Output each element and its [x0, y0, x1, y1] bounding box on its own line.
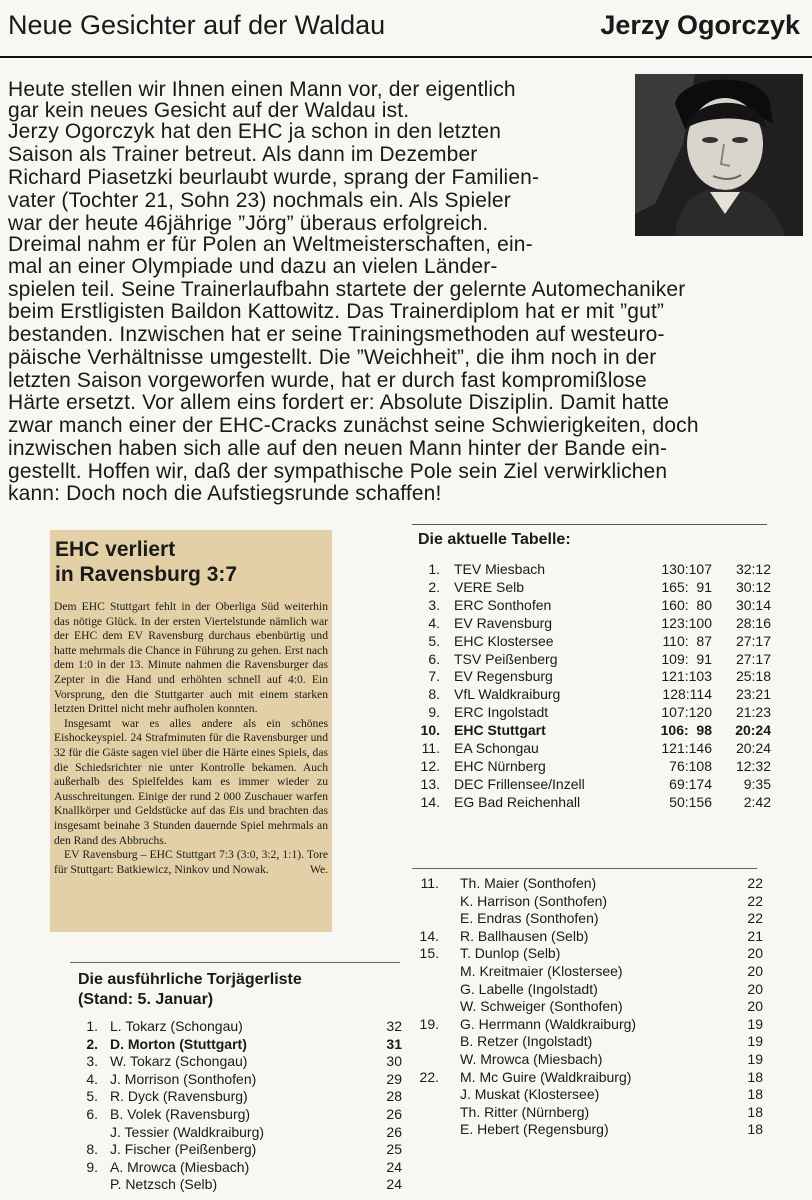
standings-rank: 9.: [428, 704, 440, 721]
standings-row: [418, 561, 778, 578]
scorer-name: G. Labelle (Ingolstadt): [460, 980, 598, 997]
scorer-rank: 4.: [86, 1070, 98, 1087]
standings-rank: 7.: [428, 668, 440, 685]
standings-row: [418, 579, 778, 596]
standings-points: 30:12: [735, 578, 771, 595]
scorer-goals: 19: [747, 1033, 763, 1050]
standings-points: 20:24: [735, 740, 771, 756]
scorer-name: J. Fischer (Peißenberg): [110, 1141, 257, 1158]
scorer-row: [74, 1176, 404, 1193]
scorer-goals: 19: [747, 1015, 763, 1032]
article-line: beim Erstligisten Baildon Kattowitz. Das Trainerdiplom hat er mit ”gut”: [8, 300, 665, 323]
standings-team: EHC Klostersee: [454, 632, 554, 649]
article-line: gar kein neues Gesicht auf der Waldau ist.: [8, 99, 410, 122]
standings-points: 25:18: [735, 668, 771, 685]
scorer-goals: 31: [386, 1035, 402, 1052]
scorer-goals: 18: [747, 1086, 763, 1103]
scorer-name: L. Tokarz (Schongau): [110, 1018, 243, 1034]
scorer-row: [415, 928, 765, 945]
scorer-row: [74, 1141, 404, 1158]
scorer-goals: 26: [386, 1106, 402, 1122]
clipping-paragraph: EV Ravensburg – EHC Stuttgart 7:3 (3:0, 3:2, 1:1). Tore für Stuttgart: Batkiewicz, Ninkov und Nowak.: [54, 848, 328, 876]
standings-points: 9:35: [743, 775, 771, 792]
article-line: zwar manch einer der EHC-Cracks zunächst seine Schwierigkeiten, doch: [8, 414, 699, 437]
scorer-rank: 22.: [419, 1068, 439, 1085]
scorer-goals: 32: [386, 1018, 402, 1034]
standings-points: 21:23: [735, 704, 771, 721]
standings-team: TEV Miesbach: [454, 561, 546, 577]
standings-team: EHC Stuttgart: [454, 722, 546, 739]
scorer-row: [74, 1018, 404, 1035]
scorer-name: J. Muskat (Klostersee): [460, 1086, 600, 1103]
scorer-row: [415, 1104, 765, 1121]
standings-rank: 12.: [420, 757, 440, 774]
scorer-row: [415, 875, 765, 892]
page-headline: Neue Gesichter auf der Waldau: [8, 10, 386, 40]
clipping-headline-line-2: in Ravensburg 3:7: [55, 563, 238, 586]
standings-rank: 11.: [421, 740, 440, 756]
scorer-row: [74, 1053, 404, 1070]
standings-row: [418, 651, 778, 668]
standings-goals: 128:114: [662, 686, 712, 703]
scorer-row: [415, 1121, 765, 1138]
standings-row: [418, 686, 778, 703]
scorer-goals: 20: [747, 980, 763, 997]
standings-row: [418, 776, 778, 793]
scorer-goals: 18: [747, 1068, 763, 1085]
scorer-name: D. Morton (Stuttgart): [110, 1035, 247, 1052]
standings-team: EG Bad Reichenhall: [454, 793, 581, 810]
standings-team: EHC Nürnberg: [454, 757, 546, 774]
article-line: Heute stellen wir Ihnen einen Mann vor, der eigentlich: [8, 78, 516, 101]
scorer-rank: 11.: [420, 875, 439, 891]
scorer-row: [74, 1036, 404, 1053]
clipping-headline-line-1: EHC verliert: [55, 538, 176, 561]
scorer-name: M. Kreitmaier (Klostersee): [460, 963, 623, 979]
standings-points: 30:14: [735, 596, 771, 613]
scorer-goals: 20: [747, 998, 763, 1015]
scorer-rank: 15.: [419, 945, 439, 962]
standings-goals: 160: 80: [661, 596, 712, 613]
scorer-row: [74, 1159, 404, 1176]
standings-team: EV Regensburg: [454, 668, 553, 685]
standings-rank: 3.: [428, 596, 440, 613]
article-line: gestellt. Hoffen wir, daß der sympathische Pole sein Ziel verwirklichen: [8, 460, 668, 483]
scorer-row: [74, 1088, 404, 1105]
standings-goals: 76:108: [669, 757, 712, 774]
standings-row: [418, 668, 778, 685]
scorer-goals: 24: [386, 1176, 402, 1193]
standings-goals: 110: 87: [662, 632, 712, 649]
standings-rank: 10.: [420, 722, 440, 739]
standings-goals: 69:174: [669, 775, 712, 792]
clipping-headline: [55, 537, 325, 587]
standings-goals: 123:100: [661, 614, 712, 631]
header-rule: [0, 56, 812, 58]
scorer-name: B. Retzer (Ingolstadt): [460, 1033, 593, 1050]
scorer-goals: 22: [747, 892, 763, 909]
article-line: Härte ersetzt. Vor allem eins fordert er: Absolute Disziplin. Damit hatte: [8, 391, 670, 414]
standings-team: VERE Selb: [454, 578, 525, 595]
scorer-rank: 9.: [86, 1158, 98, 1175]
scorer-name: R. Ballhausen (Selb): [460, 927, 589, 944]
standings-team: EV Ravensburg: [454, 614, 553, 631]
scorer-rank: 3.: [86, 1053, 98, 1070]
standings-goals: 107:120: [661, 704, 712, 721]
standings-points: 23:21: [735, 686, 771, 703]
scorer-goals: 22: [747, 910, 763, 927]
scorer-row: [415, 998, 765, 1015]
scorer-goals: 21: [747, 927, 763, 944]
scorer-row: [74, 1071, 404, 1088]
scorer-row: [74, 1124, 404, 1141]
scorer-name: Th. Maier (Sonthofen): [460, 875, 597, 891]
article-line: mal an einer Olympiade und dazu an vielen Länder-: [8, 255, 498, 278]
scorer-name: W. Mrowca (Miesbach): [460, 1051, 603, 1067]
portrait-image: [635, 74, 803, 236]
scorer-row: [415, 893, 765, 910]
standings-team: ERC Ingolstadt: [454, 704, 549, 721]
scorers-subtitle: (Stand: 5. Januar): [78, 991, 214, 1008]
scorer-rank: 14.: [419, 927, 439, 944]
standings-rank: 4.: [428, 614, 440, 631]
standings-title: Die aktuelle Tabelle:: [418, 531, 571, 548]
scorer-row: [415, 1069, 765, 1086]
scorer-goals: 22: [747, 875, 763, 891]
standings-team: DEC Frillensee/Inzell: [454, 775, 585, 792]
scorer-row: [415, 1051, 765, 1068]
standings-goals: 121:146: [661, 740, 712, 756]
standings-rank: 6.: [428, 650, 440, 667]
scorer-name: J. Morrison (Sonthofen): [110, 1070, 257, 1087]
scorer-rank: 1.: [86, 1018, 98, 1034]
scorer-rank: 5.: [86, 1088, 98, 1105]
standings-team: ERC Sonthofen: [454, 596, 552, 613]
article-line: letzten Saison vorgeworfen wurde, hat er durch fast kompromißlose: [8, 369, 647, 392]
clipping-paragraph: Dem EHC Stuttgart fehlt in der Oberliga Süd weiterhin das nötige Glück. In der ersten Viertelstunde nämlich war der EHC dem EV Ravensburg durchaus ebenbürtig und hatte mehrmals die Chance in Führung zu gehen. Erst nach dem 1:0 in der 13. Minute nahmen die Ravensburger das Zepter in die Hand und erhöhten schnell auf 4:0. Ein Vorsprung, den die Stuttgarter auch mit einem starken letzten Drittel nicht mehr aufholen konnten.: [54, 600, 328, 716]
article-line: päische Verhältnisse umgestellt. Die ”Weichheit”, die ihm noch in der: [8, 346, 657, 369]
scorer-name: B. Volek (Ravensburg): [110, 1106, 251, 1122]
standings-goals: 109: 91: [661, 650, 712, 667]
standings-row: [418, 597, 778, 614]
scorer-name: E. Hebert (Regensburg): [460, 1121, 609, 1138]
standings-row: [418, 722, 778, 739]
scorer-name: K. Harrison (Sonthofen): [460, 892, 608, 909]
scorers-rule: [70, 962, 400, 963]
standings-goals: 165: 91: [661, 578, 712, 595]
scorer-goals: 20: [747, 945, 763, 962]
standings-row: [418, 740, 778, 757]
article-line: bestanden. Inzwischen hat er seine Trainingsmethoden auf westeuro-: [8, 323, 665, 346]
person-name-heading: Jerzy Ogorczyk: [600, 10, 800, 40]
standings-points: 20:24: [735, 722, 771, 739]
article-line: kann: Doch noch die Aufstiegsrunde schaffen!: [8, 482, 442, 505]
clipping-author: We.: [309, 862, 328, 876]
standings-rank: 8.: [428, 686, 440, 703]
scorer-row: [415, 1016, 765, 1033]
scorer-name: T. Dunlop (Selb): [460, 945, 561, 962]
article-line: inzwischen haben sich alle auf den neuen Mann hinter der Bande ein-: [8, 437, 668, 460]
standings-row: [418, 794, 778, 811]
standings-team: TSV Peißenberg: [454, 650, 558, 667]
scorer-goals: 24: [386, 1158, 402, 1175]
standings-rank: 14.: [420, 793, 440, 810]
scorer-rank: 2.: [86, 1035, 98, 1052]
scorer-row: [415, 1086, 765, 1103]
scorer-row: [415, 945, 765, 962]
standings-goals: 121:103: [661, 668, 712, 685]
scorer-name: J. Tessier (Waldkraiburg): [110, 1123, 265, 1140]
scorer-name: W. Schweiger (Sonthofen): [460, 998, 623, 1015]
standings-goals: 106: 98: [660, 722, 712, 739]
scorer-goals: 30: [386, 1053, 402, 1070]
clipping-body: [54, 600, 328, 877]
scorer-name: P. Netzsch (Selb): [110, 1176, 218, 1193]
scorer-goals: 19: [747, 1051, 763, 1067]
standings-rule: [412, 524, 767, 525]
article-line: Saison als Trainer betreut. Als dann im Dezember: [8, 143, 478, 166]
standings-rank: 1.: [428, 561, 440, 577]
scorer-goals: 25: [386, 1141, 402, 1158]
standings-points: 28:16: [735, 614, 771, 631]
scorers-right-rule: [412, 868, 757, 869]
standings-points: 32:12: [735, 561, 771, 577]
scorer-name: G. Herrmann (Waldkraiburg): [460, 1015, 637, 1032]
scorer-goals: 29: [386, 1070, 402, 1087]
article-line: Richard Piasetzki beurlaubt wurde, sprang der Familien-: [8, 166, 540, 189]
scorer-name: R. Dyck (Ravensburg): [110, 1088, 248, 1105]
article-line: Dreimal nahm er für Polen an Weltmeisterschaften, ein-: [8, 233, 533, 256]
scorer-name: A. Mrowca (Miesbach): [110, 1158, 250, 1175]
scorer-name: W. Tokarz (Schongau): [110, 1053, 248, 1070]
scorer-goals: 18: [747, 1121, 763, 1138]
standings-points: 27:17: [735, 650, 771, 667]
scorer-goals: 28: [386, 1088, 402, 1105]
standings-team: VfL Waldkraiburg: [454, 686, 561, 703]
scorer-row: [415, 1033, 765, 1050]
standings-row: [418, 704, 778, 721]
scorer-rank: 6.: [86, 1106, 98, 1122]
standings-team: EA Schongau: [454, 740, 539, 756]
standings-goals: 130:107: [661, 561, 712, 577]
scorer-goals: 20: [747, 963, 763, 979]
standings-row: [418, 633, 778, 650]
article-line: war der heute 46jährige ”Jörg” überaus erfolgreich.: [8, 212, 489, 235]
standings-points: 2:42: [743, 793, 771, 810]
standings-points: 12:32: [735, 757, 771, 774]
article-line: vater (Tochter 21, Sohn 23) nochmals ein. Als Spieler: [8, 189, 511, 212]
standings-row: [418, 615, 778, 632]
standings-rank: 5.: [428, 632, 440, 649]
scorer-goals: 26: [386, 1123, 402, 1140]
standings-row: [418, 758, 778, 775]
standings-points: 27:17: [735, 632, 771, 649]
scorer-row: [74, 1106, 404, 1123]
scorers-title: Die ausführliche Torjägerliste: [78, 971, 302, 988]
standings-rank: 13.: [420, 775, 440, 792]
scorer-rank: 8.: [86, 1141, 98, 1158]
scorer-row: [415, 981, 765, 998]
scorer-goals: 18: [747, 1103, 763, 1120]
scorer-name: M. Mc Guire (Waldkraiburg): [460, 1068, 632, 1085]
scorer-rank: 19.: [419, 1015, 439, 1032]
portrait-photo: [635, 74, 803, 236]
standings-goals: 50:156: [669, 793, 712, 810]
scorer-name: Th. Ritter (Nürnberg): [460, 1103, 590, 1120]
scorer-row: [415, 963, 765, 980]
standings-rank: 2.: [428, 578, 440, 595]
clipping-paragraph: Insgesamt war es alles andere als ein schönes Eishockeyspiel. 24 Strafminuten für die Ravensburger und 32 für die Gäste sagen viel über die Härte eines Spiels, das die Schiedsrichter nie unter Kontrolle bekamen. Auch außerhalb des Spielfeldes kam es immer wieder zu Ausschreitungen. Einige der rund 2 000 Zuschauer warfen Knallkörper und Geldstücke auf das Eis und brachten das insgesamt beinahe 3 Stunden dauernde Spiel mehrmals an den Rand des Abbruchs.: [54, 716, 328, 847]
article-line: Jerzy Ogorczyk hat den EHC ja schon in den letzten: [8, 120, 502, 143]
article-line: spielen teil. Seine Trainerlaufbahn startete der gelernte Automechaniker: [8, 278, 686, 301]
scorer-name: E. Endras (Sonthofen): [460, 910, 599, 927]
scorer-row: [415, 910, 765, 927]
